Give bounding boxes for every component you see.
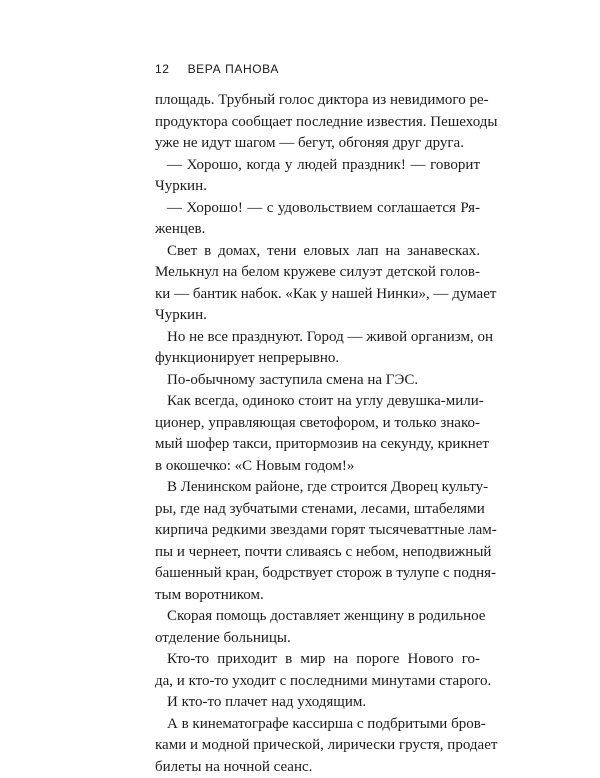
- text-line: Свет в домах, тени еловых лап на занавесках.: [155, 241, 480, 263]
- text-line: продуктора сообщает последние известия. Пешеходы: [155, 112, 480, 134]
- text-line: По-обычному заступила смена на ГЭС.: [155, 370, 480, 392]
- text-line: В Ленинском районе, где строится Дворец культу-: [155, 477, 480, 499]
- text-line: женцев.: [155, 219, 480, 241]
- running-head: [155, 62, 279, 76]
- text-line: Кто-то приходит в мир на пороге Нового го-: [155, 649, 480, 671]
- text-line: функционирует непрерывно.: [155, 348, 480, 370]
- text-line: площадь. Трубный голос диктора из невидимого ре-: [155, 90, 480, 112]
- text-line: Мелькнул на белом кружеве силуэт детской голов-: [155, 262, 480, 284]
- text-line: ки — бантик набок. «Как у нашей Нинки», — думает: [155, 284, 480, 306]
- text-line: — Хорошо! — с удовольствием соглашается Ря-: [155, 198, 480, 220]
- text-line: А в кинематографе кассирша с подбритыми бров-: [155, 714, 480, 736]
- text-line: уже не идут шагом — бегут, обгоняя друг друга.: [155, 133, 480, 155]
- body-text: [155, 90, 480, 778]
- text-line: ры, где над зубчатыми стенами, лесами, штабелями: [155, 499, 480, 521]
- page-number: 12: [155, 62, 170, 76]
- text-line: ционер, управляющая светофором, и только знако-: [155, 413, 480, 435]
- text-line: Чуркин.: [155, 176, 480, 198]
- text-line: мый шофер такси, притормозив на секунду, крикнет: [155, 434, 480, 456]
- text-line: пы и чернеет, почти сливаясь с небом, неподвижный: [155, 542, 480, 564]
- text-line: в окошечко: «С Новым годом!»: [155, 456, 480, 478]
- text-line: Но не все празднуют. Город — живой организм, он: [155, 327, 480, 349]
- author-name: ВЕРА ПАНОВА: [188, 62, 279, 76]
- text-line: отделение больницы.: [155, 628, 480, 650]
- text-line: да, и кто-то уходит с последними минутами старого.: [155, 671, 480, 693]
- text-line: — Хорошо, когда у людей праздник! — говорит: [155, 155, 480, 177]
- text-line: Чуркин.: [155, 305, 480, 327]
- text-line: кирпича редкими звездами горят тысячеваттные лам-: [155, 520, 480, 542]
- text-line: билеты на ночной сеанс.: [155, 757, 480, 778]
- text-line: тым воротником.: [155, 585, 480, 607]
- text-line: Как всегда, одиноко стоит на углу девушка-мили-: [155, 391, 480, 413]
- text-line: Скорая помощь доставляет женщину в родильное: [155, 606, 480, 628]
- text-line: башенный кран, бодрствует сторож в тулупе с подня-: [155, 563, 480, 585]
- text-line: И кто-то плачет над уходящим.: [155, 692, 480, 714]
- text-line: ками и модной прической, лирически грустя, продает: [155, 735, 480, 757]
